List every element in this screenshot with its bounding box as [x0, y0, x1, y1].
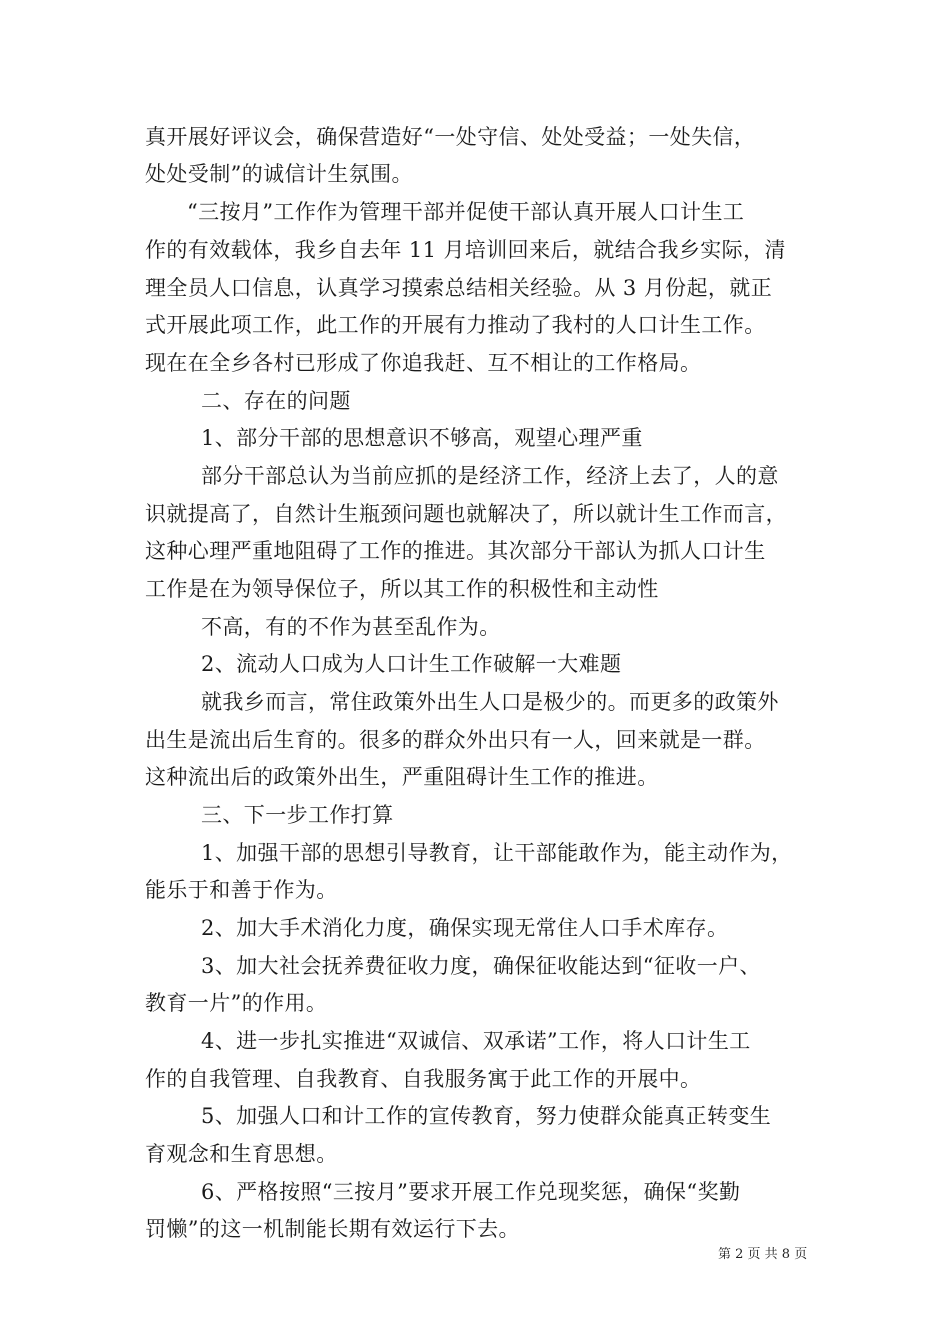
text-line: 育观念和生育思想。 — [145, 1142, 338, 1166]
subsection-heading: 1、部分干部的思想意识不够高，观望心理严重 — [201, 426, 643, 450]
list-item: 4、进一步扎实推进“双诚信、双承诺”工作，将人口计生工 — [201, 1029, 751, 1053]
section-heading: 二、存在的问题 — [201, 389, 351, 413]
list-item: 1、加强干部的思想引导教育，让干部能敢作为，能主动作为， — [201, 841, 793, 865]
text-line: 出生是流出后生育的。很多的群众外出只有一人，回来就是一群。 — [145, 728, 766, 752]
text-line: 部分干部总认为当前应抓的是经济工作，经济上去了，人的意 — [201, 464, 779, 488]
text-line: 识就提高了，自然计生瓶颈问题也就解决了，所以就计生工作而言， — [145, 502, 787, 526]
text-line: 式开展此项工作，此工作的开展有力推动了我村的人口计生工作。 — [145, 313, 766, 337]
text-line: 罚懒”的这一机制能长期有效运行下去。 — [145, 1217, 520, 1241]
text-line: 工作是在为领导保位子，所以其工作的积极性和主动性 — [145, 577, 659, 601]
text-line: 作的自我管理、自我教育、自我服务寓于此工作的开展中。 — [145, 1067, 702, 1091]
text-line: 作的有效载体，我乡自去年 11 月培训回来后，就结合我乡实际，清 — [145, 238, 786, 262]
text-line: 能乐于和善于作为。 — [145, 878, 338, 902]
text-line: 这种心理严重地阻碍了工作的推进。其次部分干部认为抓人口计生 — [145, 539, 766, 563]
text-line: 处处受制”的诚信计生氛围。 — [145, 162, 413, 186]
list-item: 3、加大社会抚养费征收力度，确保征收能达到“征收一户、 — [201, 954, 761, 978]
list-item: 5、加强人口和计工作的宣传教育，努力使群众能真正转变生 — [201, 1104, 772, 1128]
text-line: 理全员人口信息，认真学习摸索总结相关经验。从 3 月份起，就正 — [145, 276, 773, 300]
subsection-heading: 2、流动人口成为人口计生工作破解一大难题 — [201, 652, 622, 676]
text-line: 真开展好评议会，确保营造好“一处守信、处处受益；一处失信， — [145, 125, 756, 149]
text-line: 不高，有的不作为甚至乱作为。 — [201, 615, 501, 639]
text-line: 这种流出后的政策外出生，严重阻碍计生工作的推进。 — [145, 765, 659, 789]
section-heading: 三、下一步工作打算 — [201, 803, 394, 827]
text-line: 就我乡而言，常住政策外出生人口是极少的。而更多的政策外 — [201, 690, 779, 714]
list-item: 6、严格按照“三按月”要求开展工作兑现奖惩，确保“奖勤 — [201, 1180, 741, 1204]
text-line: “三按月”工作作为管理干部并促使干部认真开展人口计生工 — [187, 200, 745, 224]
list-item: 2、加大手术消化力度，确保实现无常住人口手术库存。 — [201, 916, 729, 940]
text-line: 现在在全乡各村已形成了你追我赶、互不相让的工作格局。 — [145, 351, 702, 375]
text-line: 教育一片”的作用。 — [145, 991, 328, 1015]
page-number: 第 2 页 共 8 页 — [718, 1247, 808, 1262]
